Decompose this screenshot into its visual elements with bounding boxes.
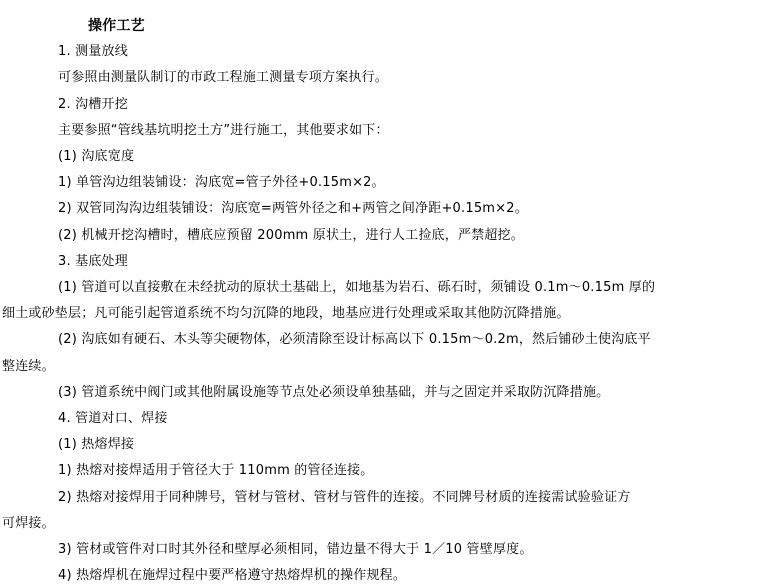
paragraph-foundation-2a: (2) 沟底如有硬石、木头等尖硬物体，必须清除至设计标高以下 0.15m～0.2m，然后铺砂土使沟底平	[58, 332, 651, 348]
heading-foundation: 3. 基底处理	[58, 253, 128, 269]
item-double-pipe: 2) 双管同沟沟边组装铺设：沟底宽=两管外径之和+两管之间净距+0.15m×2。	[58, 201, 528, 217]
paragraph-foundation-1a: (1) 管道可以直接敷在未经扰动的原状土基础上，如地基为岩石、砾石时，须铺设 0.1m～0.15m 厚的	[58, 280, 656, 295]
subheading-hot-melt: (1) 热熔焊接	[58, 437, 135, 453]
section-title: 操作工艺	[88, 18, 145, 34]
paragraph-trench: 主要参照“管线基坑明挖土方”进行施工，其他要求如下：	[58, 122, 389, 138]
paragraph-foundation-3: (3) 管道系统中阀门或其他附属设施等节点处必须设单独基础，并与之固定并采取防沉降措施。	[58, 384, 610, 400]
item-hot-melt-diameter: 1) 热熔对接焊适用于管径大于 110mm 的管径连接。	[58, 463, 374, 479]
item-hot-melt-alignment: 3) 管材或管件对口时其外径和壁厚必须相同，错边量不得大于 1／10 管壁厚度。	[58, 542, 533, 557]
heading-survey: 1. 测量放线	[58, 44, 128, 60]
item-hot-melt-brand-a: 2) 热熔对接焊用于同种牌号，管材与管材、管材与管件的连接。不同牌号材质的连接需试验验证方	[58, 489, 631, 505]
item-hot-melt-brand-b: 可焊接。	[2, 515, 55, 531]
paragraph-foundation-1b: 细土或砂垫层；凡可能引起管道系统不均匀沉降的地段，地基应进行处理或采取其他防沉降措施。	[2, 306, 570, 322]
paragraph-survey: 可参照由测量队制订的市政工程施工测量专项方案执行。	[58, 70, 389, 86]
item-machine-excavation: (2) 机械开挖沟槽时，槽底应预留 200mm 原状土，进行人工捡底，严禁超挖。	[58, 227, 524, 243]
heading-trench: 2. 沟槽开挖	[58, 96, 128, 112]
paragraph-foundation-2b: 整连续。	[2, 358, 55, 374]
subheading-trench-width: (1) 沟底宽度	[58, 149, 135, 164]
item-hot-melt-procedure: 4) 热熔焊机在施焊过程中要严格遵守热熔焊机的操作规程。	[58, 568, 407, 584]
heading-pipe-joint: 4. 管道对口、焊接	[58, 411, 168, 426]
item-single-pipe: 1) 单管沟边组装铺设：沟底宽=管子外径+0.15m×2。	[58, 175, 385, 191]
